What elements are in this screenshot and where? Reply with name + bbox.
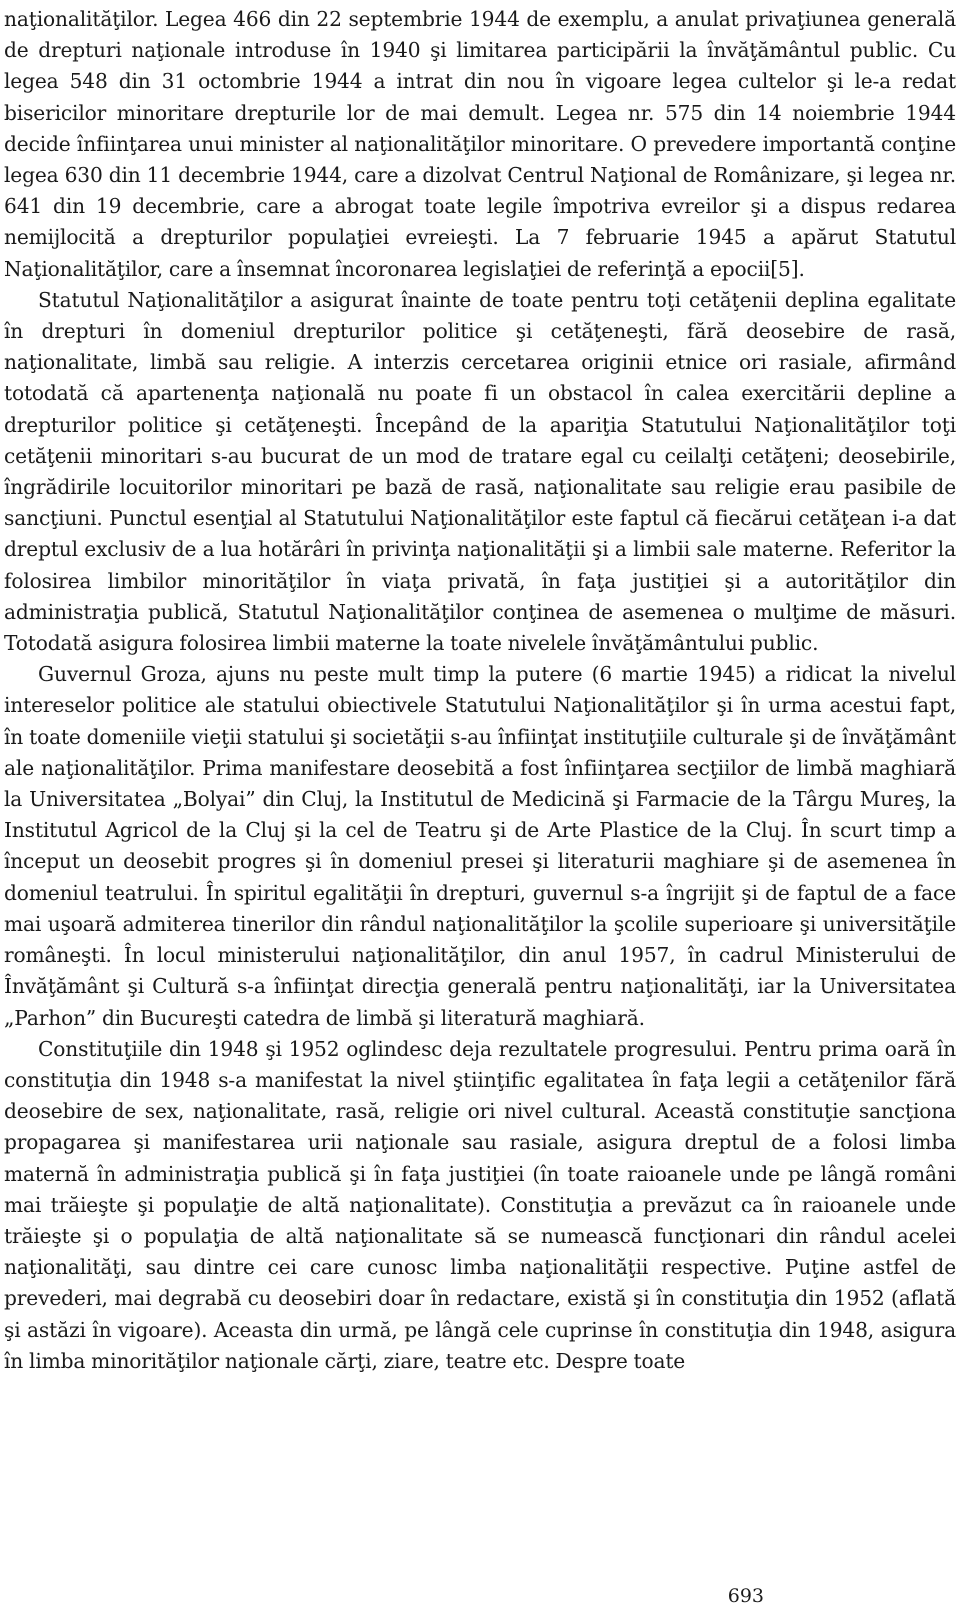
paragraph-continuation: naţionalităţilor. Legea 466 din 22 septembrie 1944 de exemplu, a anulat privaţiunea generală de drepturi naţionale introduse în 1940 şi limitarea participării la învăţământul public. Cu legea 548 din 31 octombrie 1944 a intrat din nou în vigoare legea cultelor şi le-a redat bisericilor minoritare drepturile lor de mai demult. Legea nr. 575 din 14 noiembrie 1944 decide înfiinţarea unui minister al naţionalităţilor minoritare. O prevedere importantă conţine legea 630 din 11 decembrie 1944, care a dizolvat Centrul Naţional de Românizare, şi legea nr. 641 din 19 decembrie, care a abrogat toate legile împotriva evreilor şi a dispus redarea nemijlocită a drepturilor populaţiei evreieşti. La 7 februarie 1945 a apărut Statutul Naţionalităţilor, care a însemnat încoronarea legislaţiei de referinţă a epocii[5]. <box>4 7 956 281</box>
paragraph-statutul: Statutul Naţionalităţilor a asigurat înainte de toate pentru toţi cetăţenii deplina egalitate în drepturi în domeniul drepturilor politice şi cetăţeneşti, fără deosebire de rasă, naţionalitate, limbă sau religie. A interzis cercetarea originii etnice ori rasiale, afirmând totodată că apartenenţa naţională nu poate fi un obstacol în calea exercitării depline a drepturilor politice şi cetăţeneşti. Începând de la apariţia Statutului Naţionalităţilor toţi cetăţenii minoritari s-au bucurat de un mod de tratare egal cu ceilalţi cetăţeni; deosebirile, îngrădirile locuitorilor minoritari pe bază de rasă, naţionalitate sau religie erau pasibile de sancţiuni. Punctul esenţial al Statutului Naţionalităţilor este faptul că fiecărui cetăţean i-a dat dreptul exclusiv de a lua hotărâri în privinţa naţionalităţii şi a limbii sale materne. Referitor la folosirea limbilor minorităţilor în viaţa privată, în faţa justiţiei şi a autorităţilor din administraţia publică, Statutul Naţionalităţilor conţinea de asemenea o mulţime de măsuri. Totodată asigura folosirea limbii materne la toate nivelele învăţământului public. <box>4 287 956 656</box>
paragraph-constitutiile: Constituţiile din 1948 şi 1952 oglindesc deja rezultatele progresului. Pentru prima oară în constituţia din 1948 s-a manifestat la nivel ştiinţific egalitatea în faţa legii a cetăţenilor fără deosebire de sex, naţionalitate, rasă, religie ori nivel cultural. Această constituţie sancţiona propagarea şi manifestarea urii naţionale sau rasiale, asigura dreptul de a folosi limba maternă în administraţia publică şi în faţa justiţiei (în toate raioanele unde pe lângă români mai trăieşte şi populaţie de altă naţionalitate). Constituţia a prevăzut ca în raioanele unde trăieşte şi o populaţia de altă naţionalitate să se numească funcţionari din rândul acelei naţionalităţi, sau dintre cei care cunosc limba naţionalităţii respective. Puţine astfel de prevederi, mai degrabă cu deosebiri doar în redactare, există şi în constituţia din 1952 (aflată şi astăzi în vigoare). Aceasta din urmă, pe lângă cele cuprinse în constituţia din 1948, asigura în limba minorităţilor naţionale cărţi, ziare, teatre etc. Despre toate <box>4 1036 956 1373</box>
paragraph-guvernul-groza: Guvernul Groza, ajuns nu peste mult timp la putere (6 martie 1945) a ridicat la nivelul intereselor politice ale statului obiectivele Statutului Naţionalităţilor şi în urma acestui fapt, în toate domeniile vieţii statului şi societăţii s-au înfiinţat instituţiile culturale şi de învăţământ ale naţionalităţilor. Prima manifestare deosebită a fost înfiinţarea secţiilor de limbă maghiară la Universitatea „Bolyai” din Cluj, la Institutul de Medicină şi Farmacie de la Târgu Mureş, la Institutul Agricol de la Cluj şi la cel de Teatru şi de Arte Plastice de la Cluj. În scurt timp a început un deosebit progres şi în domeniul presei şi literaturii maghiare şi de asemenea în domeniul teatrului. În spiritul egalităţii în drepturi, guvernul s-a îngrijit şi de faptul de a face mai uşoară admiterea tinerilor din rândul naţionalităţilor la şcolile superioare şi universităţile româneşti. În locul ministerului naţionalităţilor, din anul 1957, în cadrul Ministerului de Învăţământ şi Cultură s-a înfiinţat direcţia generală pentru naţionalităţi, iar la Universitatea „Parhon” din Bucureşti catedra de limbă şi literatură maghiară. <box>4 662 956 1030</box>
page-number: 693 <box>727 1585 764 1607</box>
